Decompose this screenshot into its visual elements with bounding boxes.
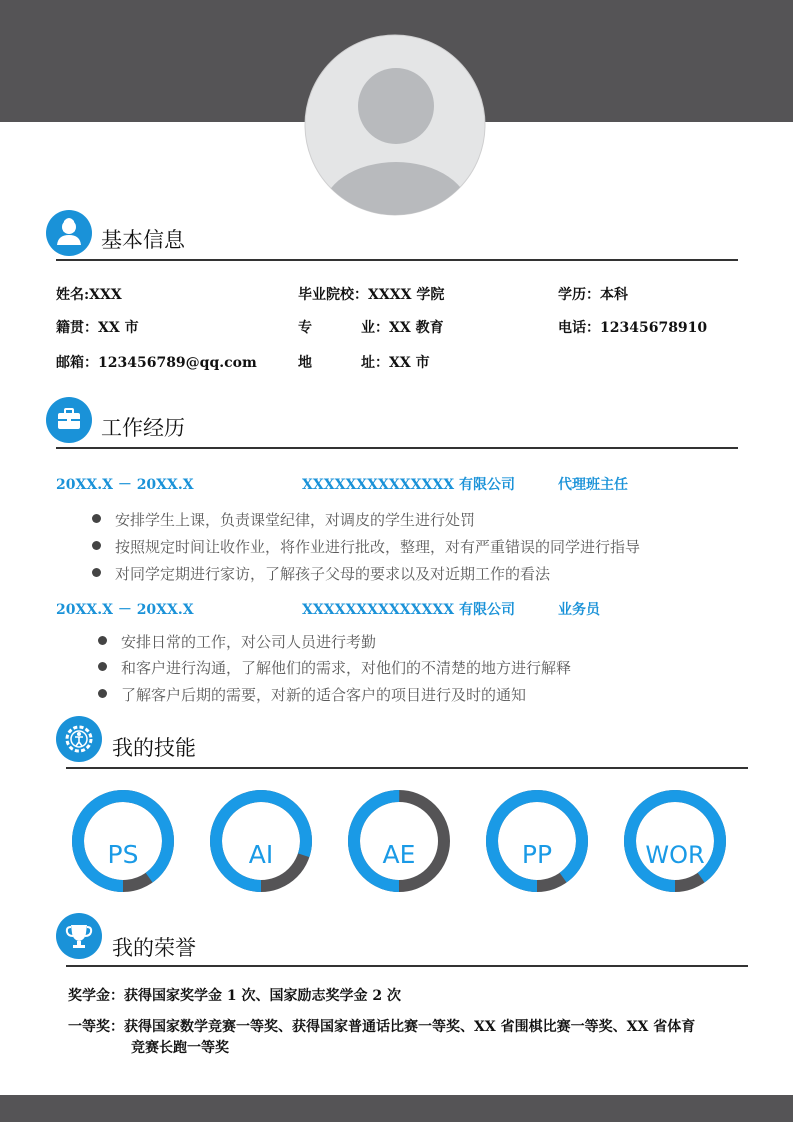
section-title-skills: 我的技能	[112, 736, 196, 760]
job-company: XXXXXXXXXXXXXX 有限公司	[302, 602, 515, 618]
trophy-icon	[56, 913, 102, 959]
skill-label: PP	[521, 840, 553, 869]
skill-label: AI	[248, 840, 274, 869]
skill-label: AE	[382, 840, 416, 869]
job-role: 代理班主任	[558, 477, 628, 493]
address-label: 地	[298, 355, 312, 371]
hometown-field: 籍贯：XX 市	[56, 320, 139, 336]
footer-band	[0, 1095, 793, 1122]
divider	[66, 767, 748, 769]
list-item: 对同学定期进行家访，了解孩子父母的要求以及对近期工作的看法	[92, 563, 550, 584]
school-field: 毕业院校：XXXX 学院	[298, 287, 445, 303]
list-item: 按照规定时间让收作业，将作业进行批改，整理，对有严重错误的同学进行指导	[92, 536, 640, 557]
skill-label: PS	[107, 840, 139, 869]
job-company: XXXXXXXXXXXXXX 有限公司	[302, 477, 515, 493]
avatar	[304, 34, 486, 216]
address-field: 址：XX 市	[361, 355, 430, 371]
list-item: 了解客户后期的需要，对新的适合客户的项目进行及时的通知	[98, 684, 526, 705]
degree-field: 学历：本科	[558, 287, 628, 303]
skill-ring-ps	[70, 788, 176, 894]
major-field: 业：XX 教育	[361, 320, 444, 336]
section-title-basic: 基本信息	[101, 228, 185, 252]
skill-ring-ai	[208, 788, 314, 894]
section-title-work: 工作经历	[101, 416, 185, 440]
divider	[56, 259, 738, 261]
name-field: 姓名:XXX	[56, 287, 122, 303]
scholarship-text: 奖学金：获得国家奖学金 1 次、国家励志奖学金 2 次	[68, 988, 401, 1004]
section-title-honors: 我的荣誉	[112, 936, 196, 960]
divider	[66, 965, 748, 967]
person-icon	[46, 210, 92, 256]
list-item: 安排学生上课，负责课堂纪律，对调皮的学生进行处罚	[92, 509, 475, 530]
email-field: 邮箱：123456789@qq.com	[56, 355, 257, 371]
gear-icon	[56, 716, 102, 762]
job-period: 20XX.X － 20XX.X	[56, 477, 194, 493]
list-item: 和客户进行沟通，了解他们的需求，对他们的不清楚的地方进行解释	[98, 657, 571, 678]
major-label: 专	[298, 320, 312, 336]
phone-field: 电话：12345678910	[558, 320, 708, 336]
first-prize-text: 一等奖：获得国家数学竞赛一等奖、获得国家普通话比赛一等奖、XX 省围棋比赛一等奖、XX 省体育	[68, 1019, 696, 1035]
first-prize-text-cont: 竞赛长跑一等奖	[131, 1040, 229, 1056]
skill-label: WOR	[645, 841, 705, 869]
skill-ring-ae	[346, 788, 452, 894]
job-period: 20XX.X － 20XX.X	[56, 602, 194, 618]
skill-ring-word	[622, 788, 728, 894]
job-role: 业务员	[558, 602, 600, 618]
divider	[56, 447, 738, 449]
briefcase-icon	[46, 397, 92, 443]
list-item: 安排日常的工作，对公司人员进行考勤	[98, 631, 376, 652]
skill-ring-pp	[484, 788, 590, 894]
